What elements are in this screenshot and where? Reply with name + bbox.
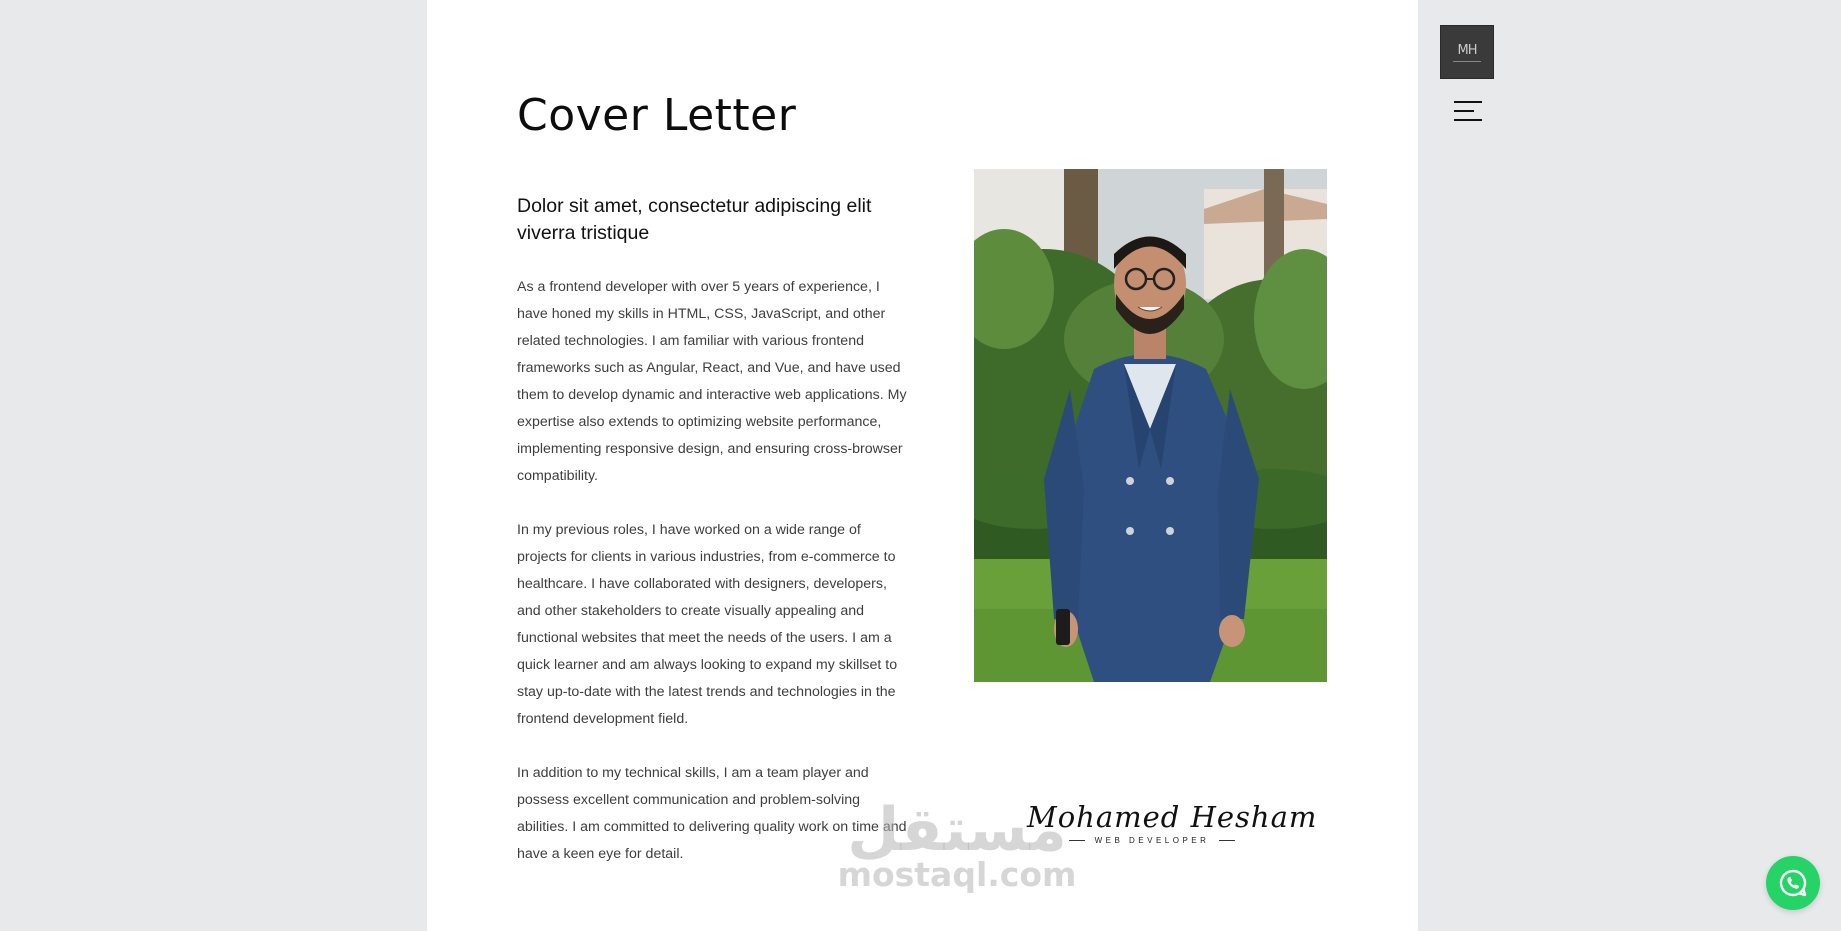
page-title: Cover Letter (517, 90, 797, 141)
watermark-latin: mostaql.com (837, 855, 1077, 894)
cover-letter-body (517, 274, 909, 895)
divider (1069, 840, 1085, 841)
whatsapp-icon[interactable] (1766, 856, 1820, 910)
page-subtitle: Dolor sit amet, consectetur adipiscing elit viverra tristique (517, 195, 872, 244)
paragraph-3: In addition to my technical skills, I am a team player and possess excellent communication and problem-solving abilities. I am committed to delivering quality work on time and have a keen eye for detail. (517, 765, 907, 862)
watermark-arabic: مستقل (847, 795, 1067, 865)
signature-role (1027, 836, 1277, 845)
signature (1027, 800, 1318, 845)
divider (1219, 840, 1235, 841)
logo-mark: MH (1457, 42, 1477, 58)
signature-name: Mohamed Hesham (1027, 800, 1318, 834)
logo-underline (1453, 61, 1481, 62)
hamburger-menu-icon[interactable] (1454, 101, 1482, 123)
paragraph-1: As a frontend developer with over 5 years of experience, I have honed my skills in HTML, CSS, JavaScript, and other related technologies. I am familiar with various frontend frameworks such as Angular, React, and Vue, and have used them to develop dynamic and interactive web applications. My expertise also extends to optimizing website performance, implementing responsive design, and ensuring cross-browser compatibility. (517, 279, 907, 484)
paragraph-2: In my previous roles, I have worked on a wide range of projects for clients in various industries, from e-commerce to healthcare. I have collaborated with designers, developers, and other stakeholders to create visually appealing and functional websites that meet the needs of the users. I am a quick learner and am always looking to expand my skillset to stay up-to-date with the latest trends and technologies in the frontend development field. (517, 522, 898, 727)
site-logo[interactable] (1440, 25, 1494, 79)
cover-letter-card (427, 0, 1418, 931)
profile-photo (974, 169, 1327, 682)
signature-role-text: WEB DEVELOPER (1094, 836, 1210, 845)
